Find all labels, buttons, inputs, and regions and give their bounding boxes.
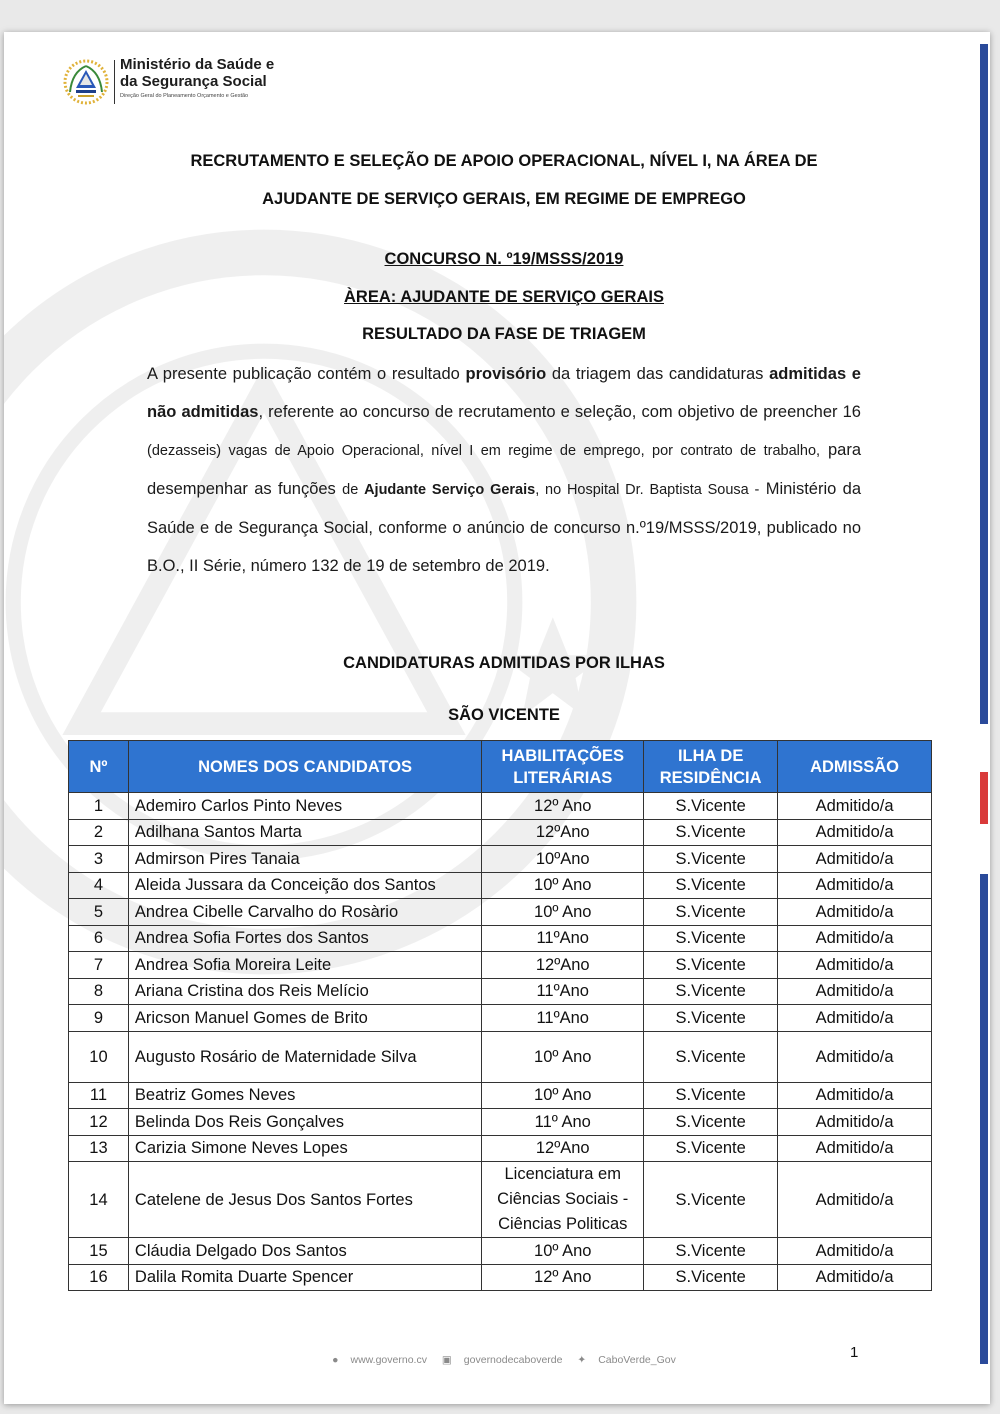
island-title: SÃO VICENTE — [448, 706, 560, 724]
table-row — [69, 1238, 932, 1265]
intro-small-3: , no Hospital Dr. Baptista Sousa - — [535, 482, 760, 498]
admission-status: Admitido/a — [778, 1109, 932, 1136]
row-number: 15 — [69, 1238, 129, 1265]
header-names: NOMES DOS CANDIDATOS — [128, 741, 481, 793]
intro-paragraph — [147, 355, 861, 585]
page-footer — [4, 1354, 990, 1366]
table-row — [69, 1082, 932, 1109]
qualification: 10º Ano — [482, 1031, 644, 1082]
ministry-subline: Direção Geral do Planeamento Orçamento e Gestão — [120, 93, 249, 99]
island: S.Vicente — [644, 819, 778, 846]
qualification: 12ºAno — [482, 952, 644, 979]
candidate-name: Dalila Romita Duarte Spencer — [128, 1264, 481, 1291]
table-row — [69, 1005, 932, 1032]
admission-status: Admitido/a — [778, 1031, 932, 1082]
row-number: 4 — [69, 872, 129, 899]
admission-status: Admitido/a — [778, 1082, 932, 1109]
candidate-name: Aricson Manuel Gomes de Brito — [128, 1005, 481, 1032]
intro-bold-function: Ajudante Serviço Gerais — [364, 482, 536, 498]
qualification: 12ºAno — [482, 1135, 644, 1162]
table-row — [69, 846, 932, 873]
side-bar-red — [980, 772, 988, 824]
section-title: CANDIDATURAS ADMITIDAS POR ILHAS — [343, 654, 665, 672]
qualification: 10º Ano — [482, 899, 644, 926]
page-number: 1 — [850, 1344, 859, 1361]
row-number: 8 — [69, 978, 129, 1005]
qualification: 10º Ano — [482, 1082, 644, 1109]
row-number: 2 — [69, 819, 129, 846]
table-row — [69, 925, 932, 952]
candidate-name: Carizia Simone Neves Lopes — [128, 1135, 481, 1162]
candidate-name: Ademiro Carlos Pinto Neves — [128, 793, 481, 820]
coat-of-arms-emblem — [62, 58, 110, 106]
qualification: Licenciatura em Ciências Sociais - Ciências Politicas — [482, 1162, 644, 1238]
header-admission: ADMISSÃO — [778, 741, 932, 793]
island: S.Vicente — [644, 1082, 778, 1109]
qualification: 11ºAno — [482, 1005, 644, 1032]
phase-heading: RESULTADO DA FASE DE TRIAGEM — [362, 325, 646, 343]
qualification: 11º Ano — [482, 1109, 644, 1136]
row-number: 1 — [69, 793, 129, 820]
footer-twitter: CaboVerde_Gov — [598, 1354, 676, 1366]
island: S.Vicente — [644, 846, 778, 873]
admission-status: Admitido/a — [778, 1135, 932, 1162]
side-bar-blue-top — [980, 44, 988, 724]
table-row — [69, 899, 932, 926]
header-qualifications: HABILITAÇÕES LITERÁRIAS — [482, 741, 644, 793]
admission-status: Admitido/a — [778, 1162, 932, 1238]
candidate-name: Belinda Dos Reis Gonçalves — [128, 1109, 481, 1136]
table-row — [69, 1109, 932, 1136]
logo-separator — [114, 60, 115, 104]
admission-status: Admitido/a — [778, 846, 932, 873]
row-number: 16 — [69, 1264, 129, 1291]
table-row — [69, 1031, 932, 1082]
island: S.Vicente — [644, 1162, 778, 1238]
table-row — [69, 819, 932, 846]
candidates-table — [68, 740, 932, 1291]
island: S.Vicente — [644, 899, 778, 926]
table-row — [69, 872, 932, 899]
island: S.Vicente — [644, 978, 778, 1005]
intro-text-4: para desempenhar as funções — [147, 441, 861, 498]
candidate-name: Aleida Jussara da Conceição dos Santos — [128, 872, 481, 899]
admission-status: Admitido/a — [778, 978, 932, 1005]
admission-status: Admitido/a — [778, 952, 932, 979]
row-number: 9 — [69, 1005, 129, 1032]
table-header-row — [69, 741, 932, 793]
island: S.Vicente — [644, 1135, 778, 1162]
row-number: 13 — [69, 1135, 129, 1162]
candidate-name: Adilhana Santos Marta — [128, 819, 481, 846]
row-number: 7 — [69, 952, 129, 979]
candidate-name: Admirson Pires Tanaia — [128, 846, 481, 873]
footer-facebook: governodecaboverde — [463, 1354, 563, 1366]
globe-icon: ● — [332, 1354, 339, 1366]
side-bar-blue-bottom — [980, 874, 988, 1364]
row-number: 14 — [69, 1162, 129, 1238]
header-number: Nº — [69, 741, 129, 793]
admission-status: Admitido/a — [778, 925, 932, 952]
row-number: 3 — [69, 846, 129, 873]
intro-text-5: Ministério da Saúde e de Segurança Social, conforme o anúncio de concurso n.º19/MSSS/2019, publicado no B.O., II Série, número 132 de 19 de setembro de 2019. — [147, 480, 861, 575]
twitter-icon: ✦ — [577, 1354, 587, 1366]
island: S.Vicente — [644, 872, 778, 899]
admission-status: Admitido/a — [778, 899, 932, 926]
qualification: 10º Ano — [482, 872, 644, 899]
candidate-name: Ariana Cristina dos Reis Melício — [128, 978, 481, 1005]
table-row — [69, 952, 932, 979]
qualification: 12º Ano — [482, 793, 644, 820]
table-row — [69, 978, 932, 1005]
intro-text-3: , referente ao concurso de recrutamento e seleção, com objetivo de preencher 16 — [258, 403, 861, 421]
admission-status: Admitido/a — [778, 793, 932, 820]
row-number: 5 — [69, 899, 129, 926]
table-row — [69, 793, 932, 820]
admission-status: Admitido/a — [778, 1264, 932, 1291]
candidate-name: Andrea Cibelle Carvalho do Rosàrio — [128, 899, 481, 926]
admission-status: Admitido/a — [778, 1238, 932, 1265]
qualification: 10ºAno — [482, 846, 644, 873]
admission-status: Admitido/a — [778, 872, 932, 899]
header-island: ILHA DE RESIDÊNCIA — [644, 741, 778, 793]
footer-site: www.governo.cv — [350, 1354, 427, 1366]
row-number: 12 — [69, 1109, 129, 1136]
qualification: 12º Ano — [482, 1264, 644, 1291]
concurso-number: CONCURSO N. º19/MSSS/2019 — [384, 250, 624, 268]
row-number: 11 — [69, 1082, 129, 1109]
ministry-name-line1: Ministério da Saúde e — [120, 56, 275, 73]
qualification: 12ºAno — [482, 819, 644, 846]
admission-status: Admitido/a — [778, 1005, 932, 1032]
candidate-name: Cláudia Delgado Dos Santos — [128, 1238, 481, 1265]
intro-bold-admitidas: admitidas e não admitidas — [147, 365, 861, 421]
table-row — [69, 1162, 932, 1238]
ministry-name-line2: da Segurança Social — [120, 73, 267, 90]
island: S.Vicente — [644, 1031, 778, 1082]
island: S.Vicente — [644, 1264, 778, 1291]
area-heading: ÀREA: AJUDANTE DE SERVIÇO GERAIS — [344, 288, 664, 306]
admission-status: Admitido/a — [778, 819, 932, 846]
title-line-1: RECRUTAMENTO E SELEÇÃO DE APOIO OPERACIONAL, NÍVEL I, NA ÁREA DE — [190, 152, 818, 170]
qualification: 11ºAno — [482, 925, 644, 952]
qualification: 11ºAno — [482, 978, 644, 1005]
island: S.Vicente — [644, 793, 778, 820]
island: S.Vicente — [644, 1109, 778, 1136]
ministry-logo — [62, 56, 302, 112]
title-line-2: AJUDANTE DE SERVIÇO GERAIS, EM REGIME DE EMPREGO — [262, 190, 746, 208]
table-row — [69, 1135, 932, 1162]
island: S.Vicente — [644, 1005, 778, 1032]
intro-text-1: A presente publicação contém o resultado — [147, 365, 466, 383]
intro-text-2: da triagem das candidaturas — [546, 365, 770, 383]
candidate-name: Beatriz Gomes Neves — [128, 1082, 481, 1109]
intro-bold-provisorio: provisório — [465, 365, 547, 383]
qualification: 10º Ano — [482, 1238, 644, 1265]
candidate-name: Catelene de Jesus Dos Santos Fortes — [128, 1162, 481, 1238]
candidate-name: Augusto Rosário de Maternidade Silva — [128, 1031, 481, 1082]
row-number: 10 — [69, 1031, 129, 1082]
candidate-name: Andrea Sofia Fortes dos Santos — [128, 925, 481, 952]
intro-small-2: de — [342, 482, 365, 498]
row-number: 6 — [69, 925, 129, 952]
candidate-name: Andrea Sofia Moreira Leite — [128, 952, 481, 979]
table-row — [69, 1264, 932, 1291]
island: S.Vicente — [644, 952, 778, 979]
island: S.Vicente — [644, 925, 778, 952]
island: S.Vicente — [644, 1238, 778, 1265]
facebook-icon: ▣ — [441, 1354, 452, 1366]
intro-small-1: (dezasseis) vagas de Apoio Operacional, nível I em regime de emprego, por contrato de trabalho, — [147, 443, 821, 459]
